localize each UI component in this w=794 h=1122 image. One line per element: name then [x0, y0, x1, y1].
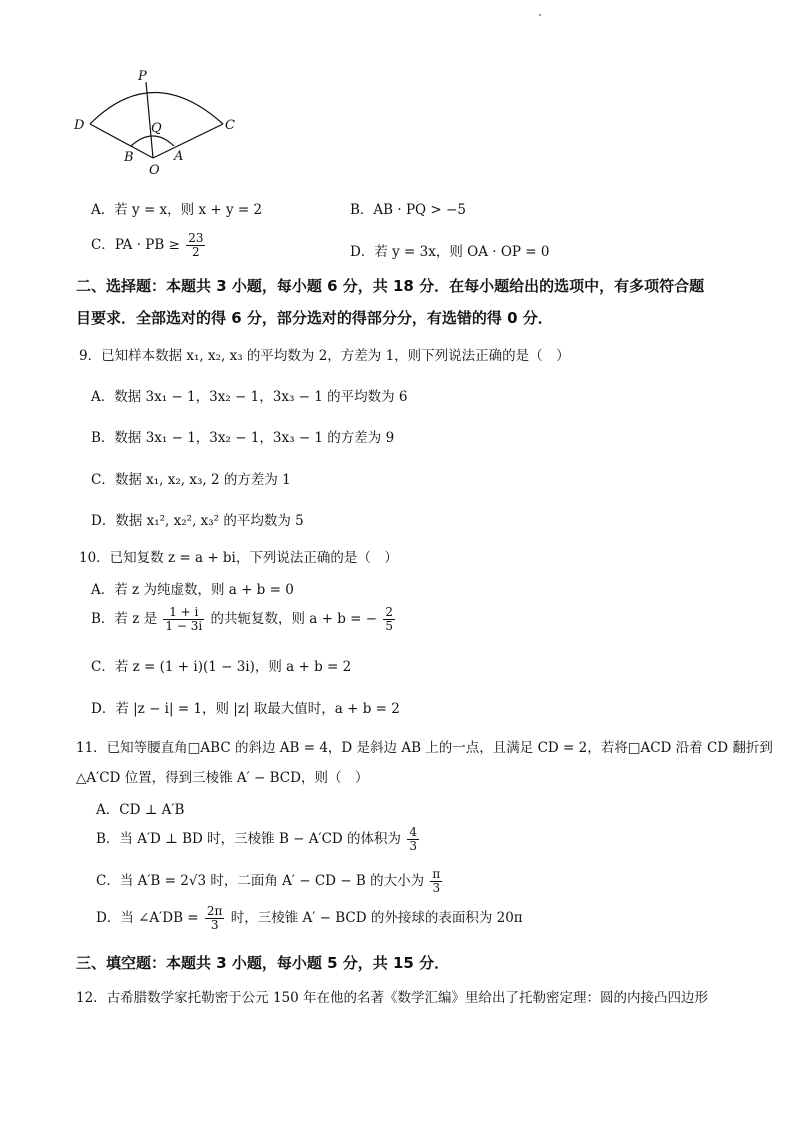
section2-heading-line1: 二、选择题：本题共 3 小题，每小题 6 分，共 18 分．在每小题给出的选项中，有多项符合题 [76, 277, 705, 295]
section3-heading: 三、填空题：本题共 3 小题，每小题 5 分，共 15 分． [76, 954, 450, 972]
q10-option-d: D．若 |z − i| = 1，则 |z| 取最大值时，a + b = 2 [91, 701, 400, 717]
q10-option-b-fraction2 [383, 606, 395, 633]
q11-option-b-fraction [407, 826, 419, 853]
q11-option-d-text: D．当 ∠A′DB = [96, 910, 199, 926]
page-mark [539, 14, 541, 16]
fraction-denominator: 5 [385, 619, 394, 633]
q8-option-c [91, 232, 207, 259]
label-a: A [174, 149, 184, 164]
outer-arc [90, 93, 223, 125]
fraction-numerator: 1 + i [163, 606, 204, 620]
segment-op [146, 82, 153, 158]
q9-option-d: D．数据 x₁², x₂², x₃² 的平均数为 5 [91, 513, 304, 529]
q8-option-b: B．AB · PQ > −5 [350, 202, 466, 218]
fraction-denominator: 2 [192, 245, 200, 259]
q11-option-c-fraction [430, 868, 442, 895]
label-p: P [138, 69, 147, 84]
q10-option-b [91, 606, 397, 633]
q9-option-a: A．数据 3x₁ − 1，3x₂ − 1，3x₃ − 1 的平均数为 6 [91, 389, 408, 405]
q11-option-c [96, 868, 444, 895]
section2-heading-line2: 目要求．全部选对的得 6 分，部分选对的得部分分，有选错的得 0 分． [76, 309, 553, 327]
label-q: Q [151, 121, 162, 136]
q11-stem-line1: 11．已知等腰直角□ABC 的斜边 AB = 4，D 是斜边 AB 上的一点，且满足 CD = 2，若将□ACD 沿着 CD 翻折到 [76, 740, 773, 756]
fraction-numerator: 2 [385, 605, 394, 619]
fraction-numerator: 2π [206, 904, 223, 918]
q10-option-b-text2: 的共轭复数，则 a + b = − [210, 611, 378, 627]
q11-option-d-fraction [205, 905, 225, 932]
fraction-numerator: 4 [409, 825, 417, 839]
q10-option-b-text: B．若 z 是 [91, 611, 158, 627]
fraction-numerator: 23 [188, 231, 204, 245]
q10-option-b-fraction [163, 606, 204, 633]
label-b: B [124, 150, 134, 165]
q12-stem: 12．古希腊数学家托勒密于公元 150 年在他的名著《数学汇编》里给出了托勒密定理：圆的内接凸四边形 [76, 990, 709, 1006]
q11-option-b [96, 826, 421, 853]
fraction-denominator: 1 − 3i [165, 619, 203, 633]
q11-option-d [96, 905, 523, 932]
q8-option-c-text: C．PA · PB ≥ [91, 237, 180, 253]
label-o: O [149, 163, 160, 178]
q11-option-b-text: B．当 A′D ⊥ BD 时，三棱锥 B − A′CD 的体积为 [96, 831, 402, 847]
q11-option-c-text: C．当 A′B = 2√3 时，二面角 A′ − CD − B 的大小为 [96, 873, 425, 889]
q9-option-c: C．数据 x₁, x₂, x₃, 2 的方差为 1 [91, 472, 291, 488]
label-d: D [74, 118, 85, 133]
q8-option-a: A．若 y = x，则 x + y = 2 [91, 202, 263, 218]
fraction-numerator: π [432, 867, 441, 881]
q11-option-d-text2: 时，三棱锥 A′ − BCD 的外接球的表面积为 20π [230, 910, 523, 926]
segment-oc [153, 124, 223, 158]
inner-arc [131, 136, 174, 146]
q8-option-c-fraction [186, 232, 205, 259]
q8-option-d: D．若 y = 3x，则 OA · OP = 0 [350, 244, 550, 260]
q10-option-c: C．若 z = (1 + i)(1 − 3i)，则 a + b = 2 [91, 659, 352, 675]
fraction-denominator: 3 [409, 839, 417, 853]
label-c: C [225, 118, 235, 133]
q9-stem: 9．已知样本数据 x₁, x₂, x₃ 的平均数为 2，方差为 1，则下列说法正确的是（ ） [79, 348, 570, 364]
q10-stem: 10．已知复数 z = a + bi，下列说法正确的是（ ） [79, 550, 398, 566]
q11-stem-line2: △A′CD 位置，得到三棱锥 A′ − BCD，则（ ） [76, 770, 369, 786]
q11-option-a: A．CD ⊥ A′B [96, 802, 185, 818]
fraction-denominator: 3 [432, 881, 441, 895]
sector-figure [68, 66, 248, 186]
q9-option-b: B．数据 3x₁ − 1，3x₂ − 1，3x₃ − 1 的方差为 9 [91, 430, 395, 446]
q10-option-a: A．若 z 为纯虚数，则 a + b = 0 [91, 582, 294, 598]
fraction-denominator: 3 [210, 918, 219, 932]
segment-od [90, 124, 153, 158]
